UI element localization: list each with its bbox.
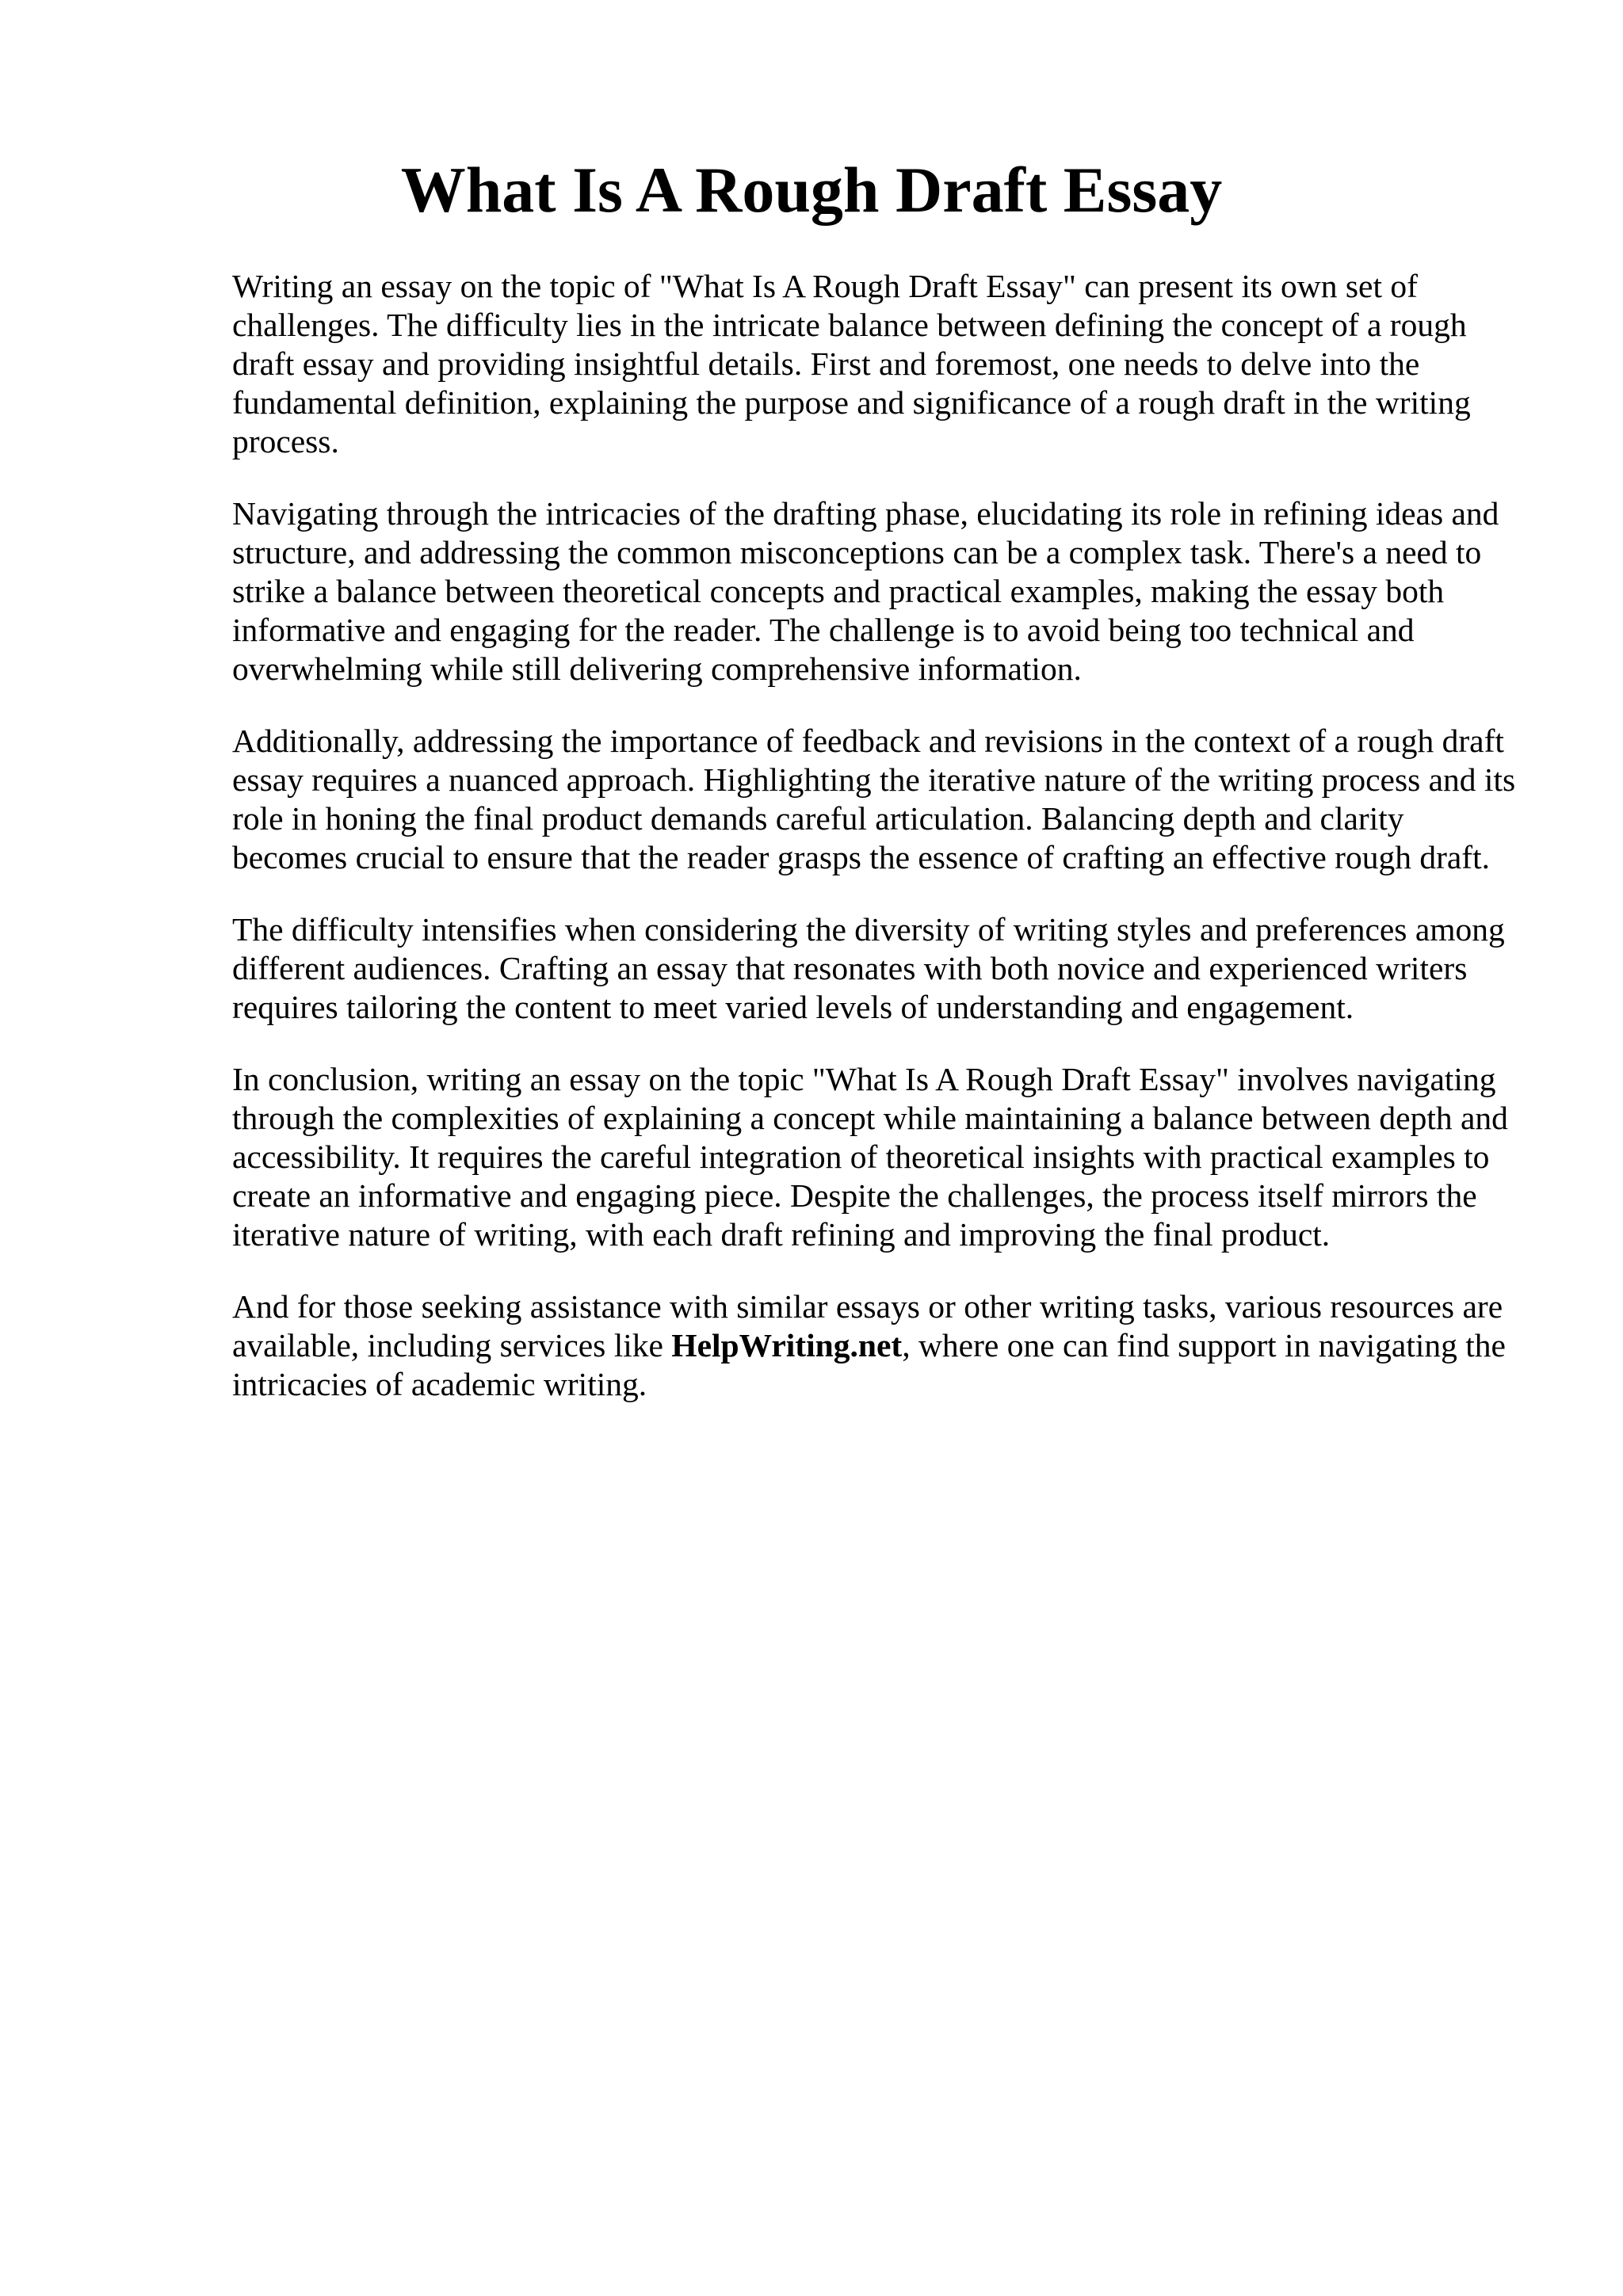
paragraph-6 <box>232 1287 1516 1404</box>
helpwriting-link[interactable]: HelpWriting.net <box>671 1327 903 1363</box>
paragraph-4: The difficulty intensifies when considering the diversity of writing styles and preferences among different audiences. Crafting an essay that resonates with both novice and experienced writers requires tailoring the content to meet varied levels of understanding and engagement. <box>232 911 1505 1025</box>
paragraph-6-text-before: And for those seeking assistance with similar essays or other writing tasks, various resources are available, including services like <box>232 1288 1503 1363</box>
document-body <box>232 267 1516 1437</box>
paragraph-5: In conclusion, writing an essay on the topic "What Is A Rough Draft Essay" involves navigating through the complexities of explaining a concept while maintaining a balance between depth and accessibility. It requires the careful integration of theoretical insights with practical examples to create an informative and engaging piece. Despite the challenges, the process itself mirrors the iterative nature of writing, with each draft refining and improving the final product. <box>232 1061 1508 1253</box>
paragraph-3: Additionally, addressing the importance of feedback and revisions in the context of a rough draft essay requires a nuanced approach. Highlighting the iterative nature of the writing process and its role in honing the final product demands careful articulation. Balancing depth and clarity becomes crucial to ensure that the reader grasps the essence of crafting an effective rough draft. <box>232 723 1516 875</box>
paragraph-2: Navigating through the intricacies of the drafting phase, elucidating its role in refining ideas and structure, and addressing the common misconceptions can be a complex task. There's a need to strike a balance between theoretical concepts and practical examples, making the essay both informative and engaging for the reader. The challenge is to avoid being too technical and overwhelming while still delivering comprehensive information. <box>232 495 1499 687</box>
paragraph-6-text-after: , where one can find support in navigating the intricacies of academic writing. <box>232 1327 1506 1402</box>
paragraph-1: Writing an essay on the topic of "What Is A Rough Draft Essay" can present its own set of challenges. The difficulty lies in the intricate balance between defining the concept of a rough draft essay and providing insightful details. First and foremost, one needs to delve into the fundamental definition, explaining the purpose and significance of a rough draft in the writing process. <box>232 268 1471 460</box>
document-title: What Is A Rough Draft Essay <box>400 154 1223 226</box>
